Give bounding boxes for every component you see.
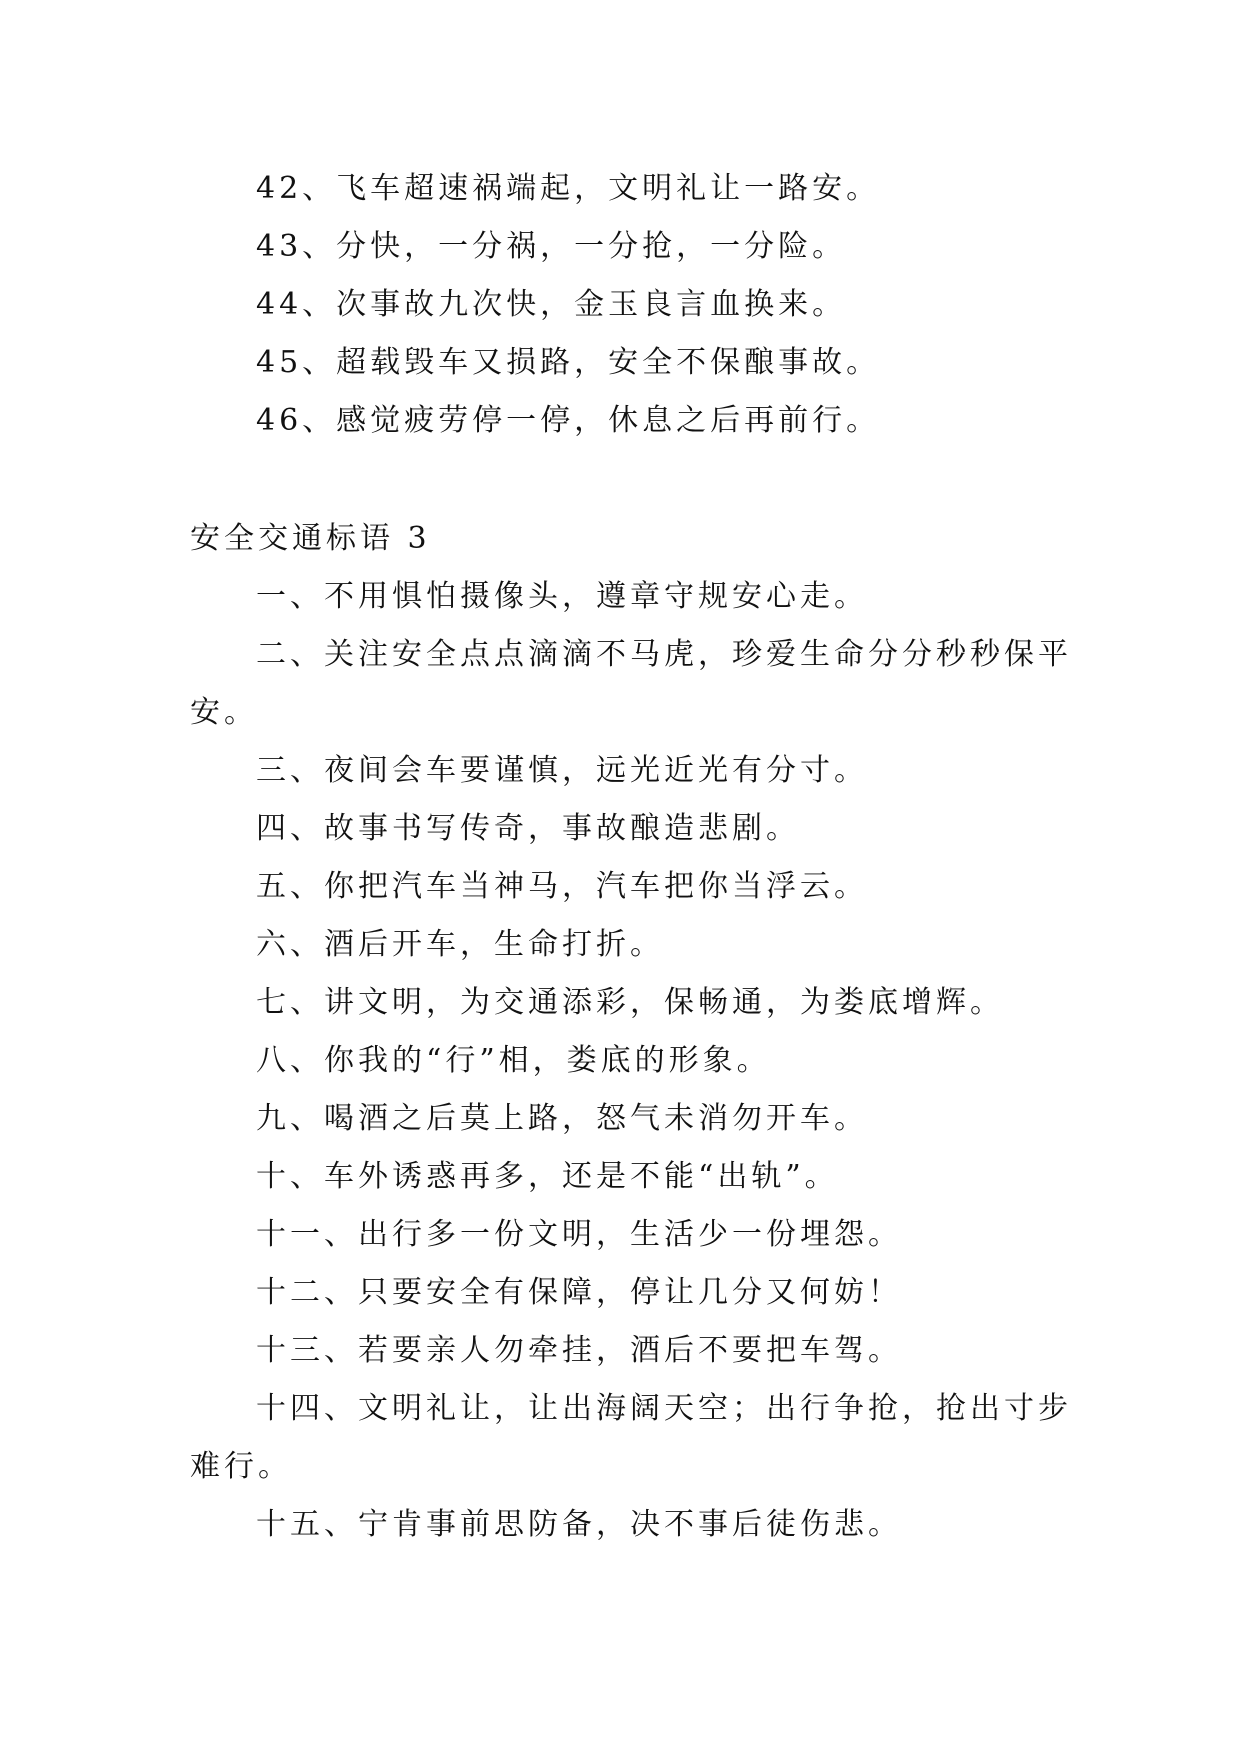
slogan-line: 十五、宁肯事前思防备，决不事后徒伤悲。 bbox=[256, 1507, 902, 1542]
slogan-line: 十三、若要亲人勿牵挂，酒后不要把车驾。 bbox=[256, 1333, 902, 1368]
slogan-line: 44、次事故九次快，金玉良言血换来。 bbox=[256, 287, 847, 322]
section-heading: 安全交通标语 3 bbox=[190, 521, 431, 556]
slogan-line: 43、分快，一分祸，一分抢，一分险。 bbox=[256, 229, 847, 264]
slogan-line: 四、故事书写传奇，事故酿造悲剧。 bbox=[256, 811, 800, 846]
document-body bbox=[190, 160, 1072, 1554]
slogan-line: 一、不用惧怕摄像头，遵章守规安心走。 bbox=[256, 579, 868, 614]
slogan-line: 八、你我的“行”相，娄底的形象。 bbox=[256, 1043, 771, 1078]
slogan-line: 46、感觉疲劳停一停，休息之后再前行。 bbox=[256, 403, 881, 438]
slogan-line: 五、你把汽车当神马，汽车把你当浮云。 bbox=[256, 869, 868, 904]
slogan-line: 九、喝酒之后莫上路，怒气未消勿开车。 bbox=[256, 1101, 868, 1136]
slogan-line: 45、超载毁车又损路，安全不保酿事故。 bbox=[256, 345, 881, 380]
slogan-line: 二、关注安全点点滴滴不马虎，珍爱生命分分秒秒保平 bbox=[256, 637, 1072, 672]
slogan-line: 十一、出行多一份文明，生活少一份埋怨。 bbox=[256, 1217, 902, 1252]
slogan-line: 三、夜间会车要谨慎，远光近光有分寸。 bbox=[256, 753, 868, 788]
slogan-line: 42、飞车超速祸端起，文明礼让一路安。 bbox=[256, 171, 881, 206]
slogan-line: 十四、文明礼让，让出海阔天空；出行争抢，抢出寸步 bbox=[256, 1391, 1072, 1426]
slogan-line: 十二、只要安全有保障，停让几分又何妨！ bbox=[256, 1275, 902, 1310]
section-gap bbox=[190, 450, 1060, 510]
slogan-line-continuation: 安。 bbox=[190, 695, 258, 730]
slogan-line: 七、讲文明，为交通添彩，保畅通，为娄底增辉。 bbox=[256, 985, 1004, 1020]
slogan-line-continuation: 难行。 bbox=[190, 1449, 292, 1484]
slogan-line: 六、酒后开车，生命打折。 bbox=[256, 927, 664, 962]
slogan-line: 十、车外诱惑再多，还是不能“出轨”。 bbox=[256, 1159, 839, 1194]
